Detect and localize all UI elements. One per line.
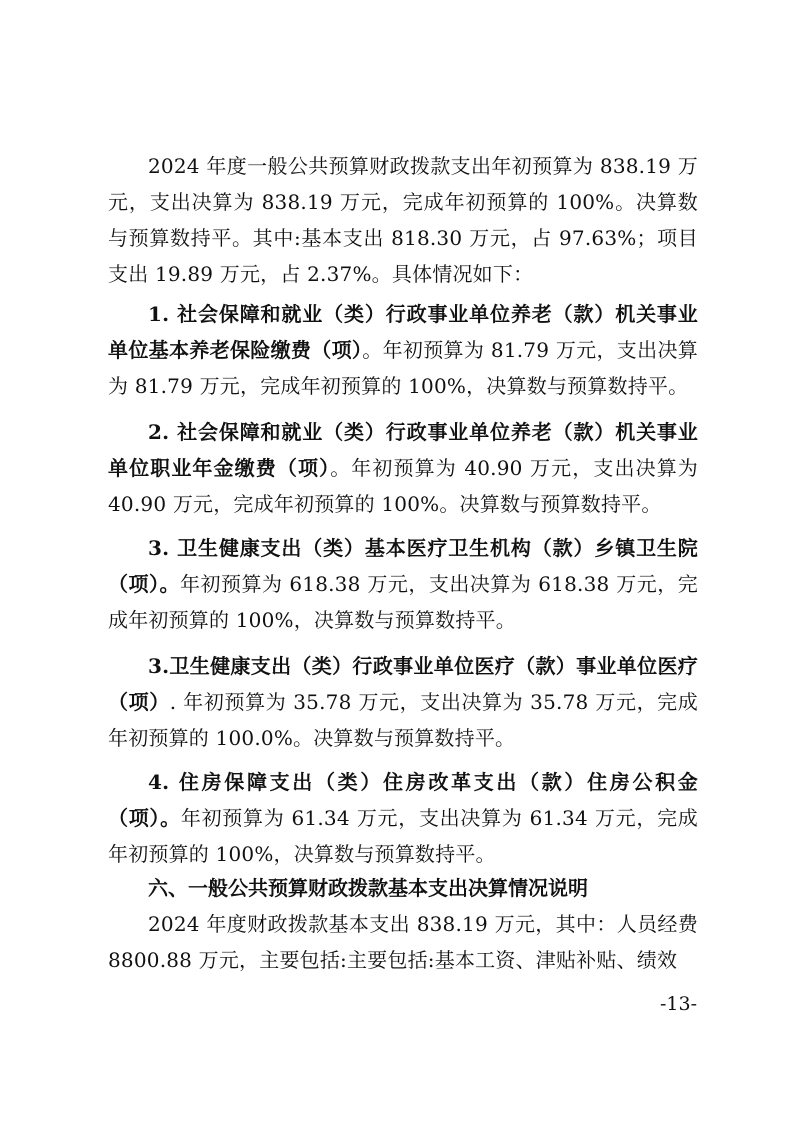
item-5-paragraph [108,764,698,872]
item-3-body: 年初预算为 618.38 万元，支出决算为 618.38 万元，完成年初预算的 100%，决算数与预算数持平。 [108,572,698,632]
item-4-body: . 年初预算为 35.78 万元，支出决算为 35.78 万元，完成年初预算的 100.0%。决算数与预算数持平。 [108,690,698,750]
item-2-body: 。年初预算为 40.90 万元，支出决算为 40.90 万元，完成年初预算的 100%。决算数与预算数持平。 [108,456,699,516]
page-number: -13- [659,993,697,1015]
item-2-title: 2. 社会保障和就业（类）行政事业单位养老（款）机关事业单位职业年金缴费（项） [108,420,698,480]
item-5-title: 4. 住房保障支出（类）住房改革支出（款）住房公积金（项）。 [108,770,698,830]
item-4-paragraph [108,648,698,756]
item-2-paragraph [108,414,698,522]
section-heading: 六、一般公共预算财政拨款基本支出决算情况说明 [148,876,588,900]
item-3-title: 3. 卫生健康支出（类）基本医疗卫生机构（款）乡镇卫生院（项）。 [108,536,698,596]
item-1-body: 。年初预算为 81.79 万元，支出决算为 81.79 万元，完成年初预算的 100%，决算数与预算数持平。 [108,338,698,398]
item-4-title: 3.卫生健康支出（类）行政事业单位医疗（款）事业单位医疗（项） [108,654,698,714]
closing-paragraph: 2024 年度财政拨款基本支出 838.19 万元，其中：人员经费 8800.88 万元，主要包括:主要包括:基本工资、津贴补贴、绩效 [108,912,698,972]
item-1-paragraph [108,296,698,404]
item-1-title: 1. 社会保障和就业（类）行政事业单位养老（款）机关事业单位基本养老保险缴费（项） [108,302,698,362]
item-5-body: 年初预算为 61.34 万元，支出决算为 61.34 万元，完成年初预算的 100%，决算数与预算数持平。 [108,806,698,866]
intro-paragraph: 2024 年度一般公共预算财政拨款支出年初预算为 838.19 万元，支出决算为 838.19 万元，完成年初预算的 100%。决算数与预算数持平。其中:基本支出 818.30 万元，占 97.63%；项目支出 19.89 万元，占 2.37%。具体情况如下： [108,154,698,286]
item-3-paragraph [108,530,698,638]
